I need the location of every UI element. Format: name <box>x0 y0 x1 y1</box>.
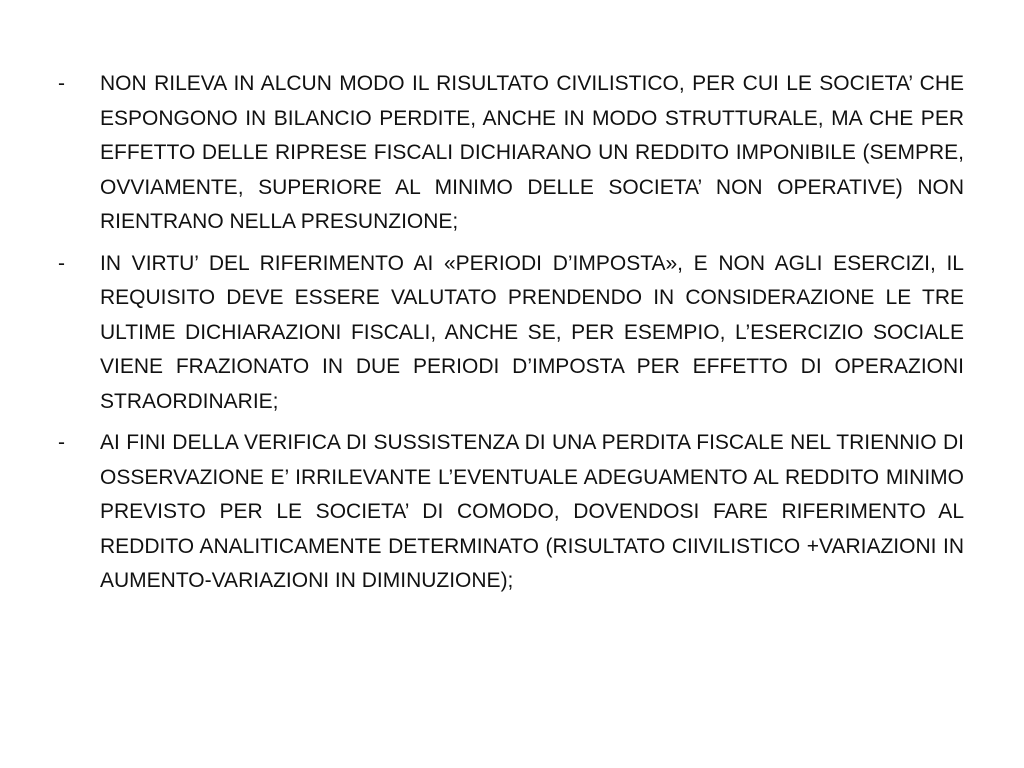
bullet-marker: - <box>58 72 65 95</box>
bullet-item-3 <box>58 426 964 599</box>
bullet-item-1 <box>58 67 964 240</box>
bullet-list <box>58 67 964 606</box>
bullet-text: NON RILEVA IN ALCUN MODO IL RISULTATO CIVILISTICO, PER CUI LE SOCIETA’ CHE ESPONGONO IN BILANCIO PERDITE, ANCHE IN MODO STRUTTURALE, MA CHE PER EFFETTO DELLE RIPRESE FISCALI DICHIARANO UN REDDITO IMPONIBILE (SEMPRE, OVVIAMENTE, SUPERIORE AL MINIMO DELLE SOCIETA’ NON OPERATIVE) NON RIENTRANO NELLA PRESUNZIONE; <box>100 72 964 233</box>
bullet-item-2 <box>58 247 964 420</box>
bullet-text: AI FINI DELLA VERIFICA DI SUSSISTENZA DI UNA PERDITA FISCALE NEL TRIENNIO DI OSSERVAZIONE E’ IRRILEVANTE L’EVENTUALE ADEGUAMENTO AL REDDITO MINIMO PREVISTO PER LE SOCIETA’ DI COMODO, DOVENDOSI FARE RIFERIMENTO AL REDDITO ANALITICAMENTE DETERMINATO (RISULTATO CIIVILISTICO +VARIAZIONI IN AUMENTO-VARIAZIONI IN DIMINUZIONE); <box>100 431 964 592</box>
bullet-text: IN VIRTU’ DEL RIFERIMENTO AI «PERIODI D’IMPOSTA», E NON AGLI ESERCIZI, IL REQUISITO DEVE ESSERE VALUTATO PRENDENDO IN CONSIDERAZIONE LE TRE ULTIME DICHIARAZIONI FISCALI, ANCHE SE, PER ESEMPIO, L’ESERCIZIO SOCIALE VIENE FRAZIONATO IN DUE PERIODI D’IMPOSTA PER EFFETTO DI OPERAZIONI STRAORDINARIE; <box>100 251 964 413</box>
bullet-marker: - <box>58 251 65 275</box>
bullet-marker: - <box>58 431 65 454</box>
